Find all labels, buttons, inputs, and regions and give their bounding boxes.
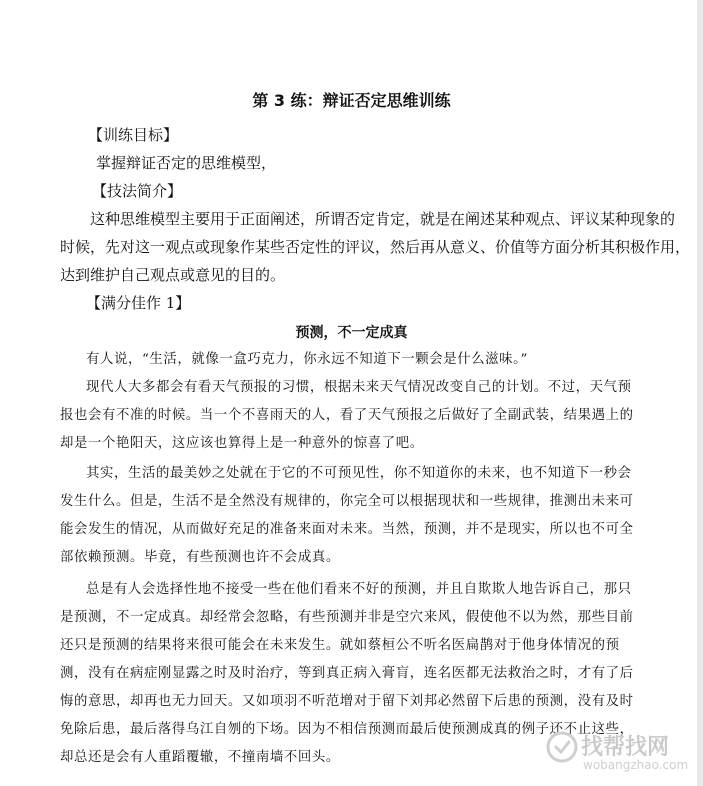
essay-line: 免除后患，最后落得乌江自刎的下场。因为不相信预测而最后使预测成真的例子还不止这些， (60, 722, 634, 737)
essay-line: 却总还是会有人重蹈覆辙，不撞南墙不回头。 (60, 750, 340, 765)
technique-line: 时候，先对这一观点或现象作某些否定性的评议，然后再从意义、价值等方面分析其积极作用， (60, 238, 691, 256)
watermark (545, 726, 695, 780)
essay-line: 悔的意思，却再也无力回天。又如项羽不听范增对于留下刘邦必然留下后患的预测，没有及时 (60, 694, 634, 709)
watermark-logo-icon (545, 730, 579, 764)
essay-line: 能会发生的情况，从而做好充足的准备来面对未来。当然，预测，并不是现实，所以也不可全 (60, 522, 634, 537)
training-goal-text: 掌握辩证否定的思维模型， (96, 154, 277, 172)
example-heading: 【满分佳作 1】 (86, 294, 191, 312)
essay-line: 其实，生活的最美妙之处就在于它的不可预见性，你不知道你的未来，也不知道下一秒会 (86, 466, 632, 481)
technique-line: 达到维护自己观点或意见的目的。 (60, 266, 286, 284)
essay-line: 却是一个艳阳天，这应该也算得上是一种意外的惊喜了吧。 (60, 436, 424, 451)
essay-line: 发生什么。但是，生活不是全然没有规律的，你完全可以根据现状和一些规律，推测出未来可 (60, 494, 634, 509)
training-goal-heading: 【训练目标】 (88, 126, 179, 144)
essay-line: 现代人大多都会有看天气预报的习惯，根据未来天气情况改变自己的计划。不过，天气预 (86, 380, 632, 395)
essay-line: 是预测，不一定成真。却经常会忽略，有些预测并非是空穴来风，假使他不以为然，那些目前 (60, 610, 634, 625)
essay-line: 测，没有在病症刚显露之时及时治疗，等到真正病入膏肓，连名医都无法救治之时，才有了后 (60, 666, 634, 681)
essay-line: 总是有人会选择性地不接受一些在他们看来不好的预测，并且自欺欺人地告诉自己，那只 (86, 582, 632, 597)
essay-title: 预测，不一定成真 (295, 325, 408, 341)
technique-line: 这种思维模型主要用于正面阐述，所谓否定肯定，就是在阐述某种观点、评议某种现象的 (90, 210, 676, 228)
essay-line: 有人说，“生活，就像一盒巧克力，你永远不知道下一颗会是什么滋味。” (86, 352, 528, 367)
technique-heading: 【技法简介】 (92, 182, 183, 200)
essay-line: 还只是预测的结果将来很可能会在未来发生。就如蔡桓公不听名医扁鹊对于他身体情况的预 (60, 638, 620, 653)
page-title: 第 3 练：辩证否定思维训练 (252, 91, 451, 110)
watermark-url: wobangzhao.com (583, 758, 689, 772)
watermark-brand: 找帮找网 (581, 735, 670, 760)
essay-line: 部依赖预测。毕竟，有些预测也许不会成真。 (60, 550, 340, 565)
essay-line: 报也会有不准的时候。当一个不喜雨天的人，看了天气预报之后做好了全副武装，结果遇上的 (60, 408, 634, 423)
